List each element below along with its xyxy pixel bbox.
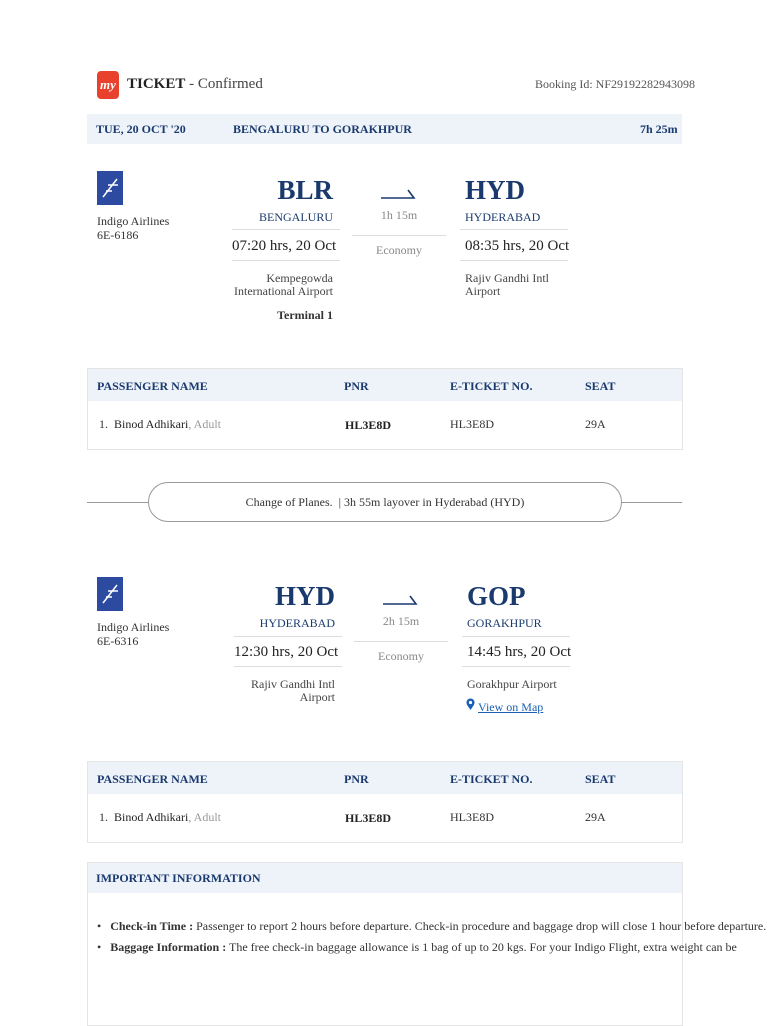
destination-airport bbox=[465, 272, 549, 298]
ticket-status: - Confirmed bbox=[189, 76, 263, 92]
departure-time: 07:20 hrs, 20 Oct bbox=[232, 238, 337, 254]
airline-logo-icon bbox=[97, 171, 123, 205]
col-pnr: PNR bbox=[344, 379, 369, 393]
layover-info: Change of Planes. | 3h 55m layover in Hyderabad (HYD) bbox=[245, 495, 525, 509]
divider bbox=[354, 641, 448, 642]
col-passenger-name: PASSENGER NAME bbox=[97, 772, 208, 786]
divider bbox=[234, 666, 342, 667]
divider bbox=[352, 235, 446, 236]
destination-airport-line1: Rajiv Gandhi Intl bbox=[465, 271, 549, 285]
view-on-map-link[interactable]: View on Map bbox=[478, 700, 544, 714]
route-title: BENGALURU TO GORAKHPUR bbox=[233, 122, 412, 136]
leg-duration: 1h 15m bbox=[380, 208, 418, 222]
passenger-name: Binod Adhikari bbox=[114, 417, 189, 431]
col-eticket: E-TICKET NO. bbox=[450, 772, 533, 786]
booking-id: Booking Id: NF29192282943098 bbox=[535, 77, 696, 91]
leg-duration: 2h 15m bbox=[382, 614, 420, 628]
col-seat: SEAT bbox=[585, 772, 616, 786]
info-item-baggage: • Baggage Information : The free check-in baggage allowance is 1 bag of up to 20 kgs. For your Indigo Flight, extra weight can be bbox=[97, 940, 737, 954]
destination-code: GOP bbox=[467, 581, 526, 611]
layover-label: Change of Planes. bbox=[245, 495, 333, 509]
destination-airport: Gorakhpur Airport bbox=[467, 677, 557, 691]
divider bbox=[462, 666, 570, 667]
col-eticket: E-TICKET NO. bbox=[450, 379, 533, 393]
info-text: Passenger to report 2 hours before departure. Check-in procedure and baggage drop will close 1 hour before departure. bbox=[196, 919, 767, 933]
row-index: 1. bbox=[99, 417, 108, 431]
arrival-time: 14:45 hrs, 20 Oct bbox=[467, 644, 572, 660]
origin-airport-line1: Kempegowda bbox=[266, 271, 333, 285]
table-row bbox=[99, 810, 221, 825]
airline-name: Indigo Airlines bbox=[97, 214, 170, 228]
destination-airport-line2: Airport bbox=[465, 284, 501, 298]
destination-city: GORAKHPUR bbox=[467, 616, 542, 630]
important-info-title: IMPORTANT INFORMATION bbox=[96, 871, 261, 885]
col-passenger-name: PASSENGER NAME bbox=[97, 379, 208, 393]
departure-time: 12:30 hrs, 20 Oct bbox=[234, 644, 339, 660]
flight-arrow-icon bbox=[382, 592, 418, 611]
info-label: Check-in Time : bbox=[110, 919, 194, 933]
info-item-checkin: • Check-in Time : Passenger to report 2 hours before departure. Check-in procedure and baggage drop will close 1 hour before departure. bbox=[97, 919, 767, 933]
ticket-title bbox=[127, 76, 263, 93]
flight-number: 6E-6186 bbox=[97, 228, 139, 242]
airline-info bbox=[97, 620, 169, 648]
passenger-table bbox=[87, 761, 683, 843]
destination-city: HYDERABAD bbox=[465, 210, 541, 224]
cabin-class: Economy bbox=[378, 649, 424, 663]
origin-code: HYD bbox=[275, 581, 335, 611]
map-pin-icon bbox=[466, 698, 475, 716]
eticket-value: HL3E8D bbox=[450, 417, 494, 431]
info-label: Baggage Information : bbox=[110, 940, 227, 954]
pnr-value: HL3E8D bbox=[345, 418, 392, 432]
travel-date: TUE, 20 OCT '20 bbox=[96, 122, 186, 136]
layover-line-right bbox=[621, 502, 682, 503]
passenger-table bbox=[87, 368, 683, 450]
passenger-name: Binod Adhikari bbox=[114, 810, 189, 824]
origin-airport-line2: Airport bbox=[299, 690, 335, 704]
seat-value: 29A bbox=[585, 417, 606, 431]
origin-city: HYDERABAD bbox=[259, 616, 335, 630]
cabin-class: Economy bbox=[376, 243, 422, 257]
arrival-time: 08:35 hrs, 20 Oct bbox=[465, 238, 570, 254]
table-row bbox=[99, 417, 221, 432]
col-seat: SEAT bbox=[585, 379, 616, 393]
destination-code: HYD bbox=[465, 175, 525, 205]
origin-airport bbox=[234, 678, 335, 704]
divider bbox=[232, 229, 340, 230]
pnr-value: HL3E8D bbox=[345, 811, 392, 825]
ticket-label: TICKET bbox=[127, 76, 186, 92]
row-index: 1. bbox=[99, 810, 108, 824]
flight-arrow-icon bbox=[380, 186, 416, 205]
origin-city: BENGALURU bbox=[259, 210, 333, 224]
flight-number: 6E-6316 bbox=[97, 634, 139, 648]
divider bbox=[460, 229, 568, 230]
passenger-type: , Adult bbox=[188, 810, 222, 824]
airline-name: Indigo Airlines bbox=[97, 620, 170, 634]
origin-airport bbox=[232, 272, 333, 298]
layover-line-left bbox=[87, 502, 149, 503]
airline-info bbox=[97, 214, 169, 242]
divider bbox=[460, 260, 568, 261]
airline-logo-icon bbox=[97, 577, 123, 611]
layover-detail: 3h 55m layover in Hyderabad (HYD) bbox=[344, 495, 525, 509]
origin-airport-line1: Rajiv Gandhi Intl bbox=[251, 677, 335, 691]
info-text: The free check-in baggage allowance is 1 bag of up to 20 kgs. For your Indigo Flight, extra weight can be bbox=[229, 940, 737, 954]
seat-value: 29A bbox=[585, 810, 606, 824]
col-pnr: PNR bbox=[344, 772, 369, 786]
origin-code: BLR bbox=[277, 175, 333, 205]
divider bbox=[462, 636, 570, 637]
origin-terminal: Terminal 1 bbox=[277, 308, 333, 322]
origin-airport-line2: International Airport bbox=[234, 284, 333, 298]
total-duration: 7h 25m bbox=[640, 122, 678, 136]
brand-logo: my bbox=[97, 71, 119, 99]
eticket-value: HL3E8D bbox=[450, 810, 494, 824]
passenger-type: , Adult bbox=[188, 417, 222, 431]
divider bbox=[234, 636, 342, 637]
divider bbox=[232, 260, 340, 261]
